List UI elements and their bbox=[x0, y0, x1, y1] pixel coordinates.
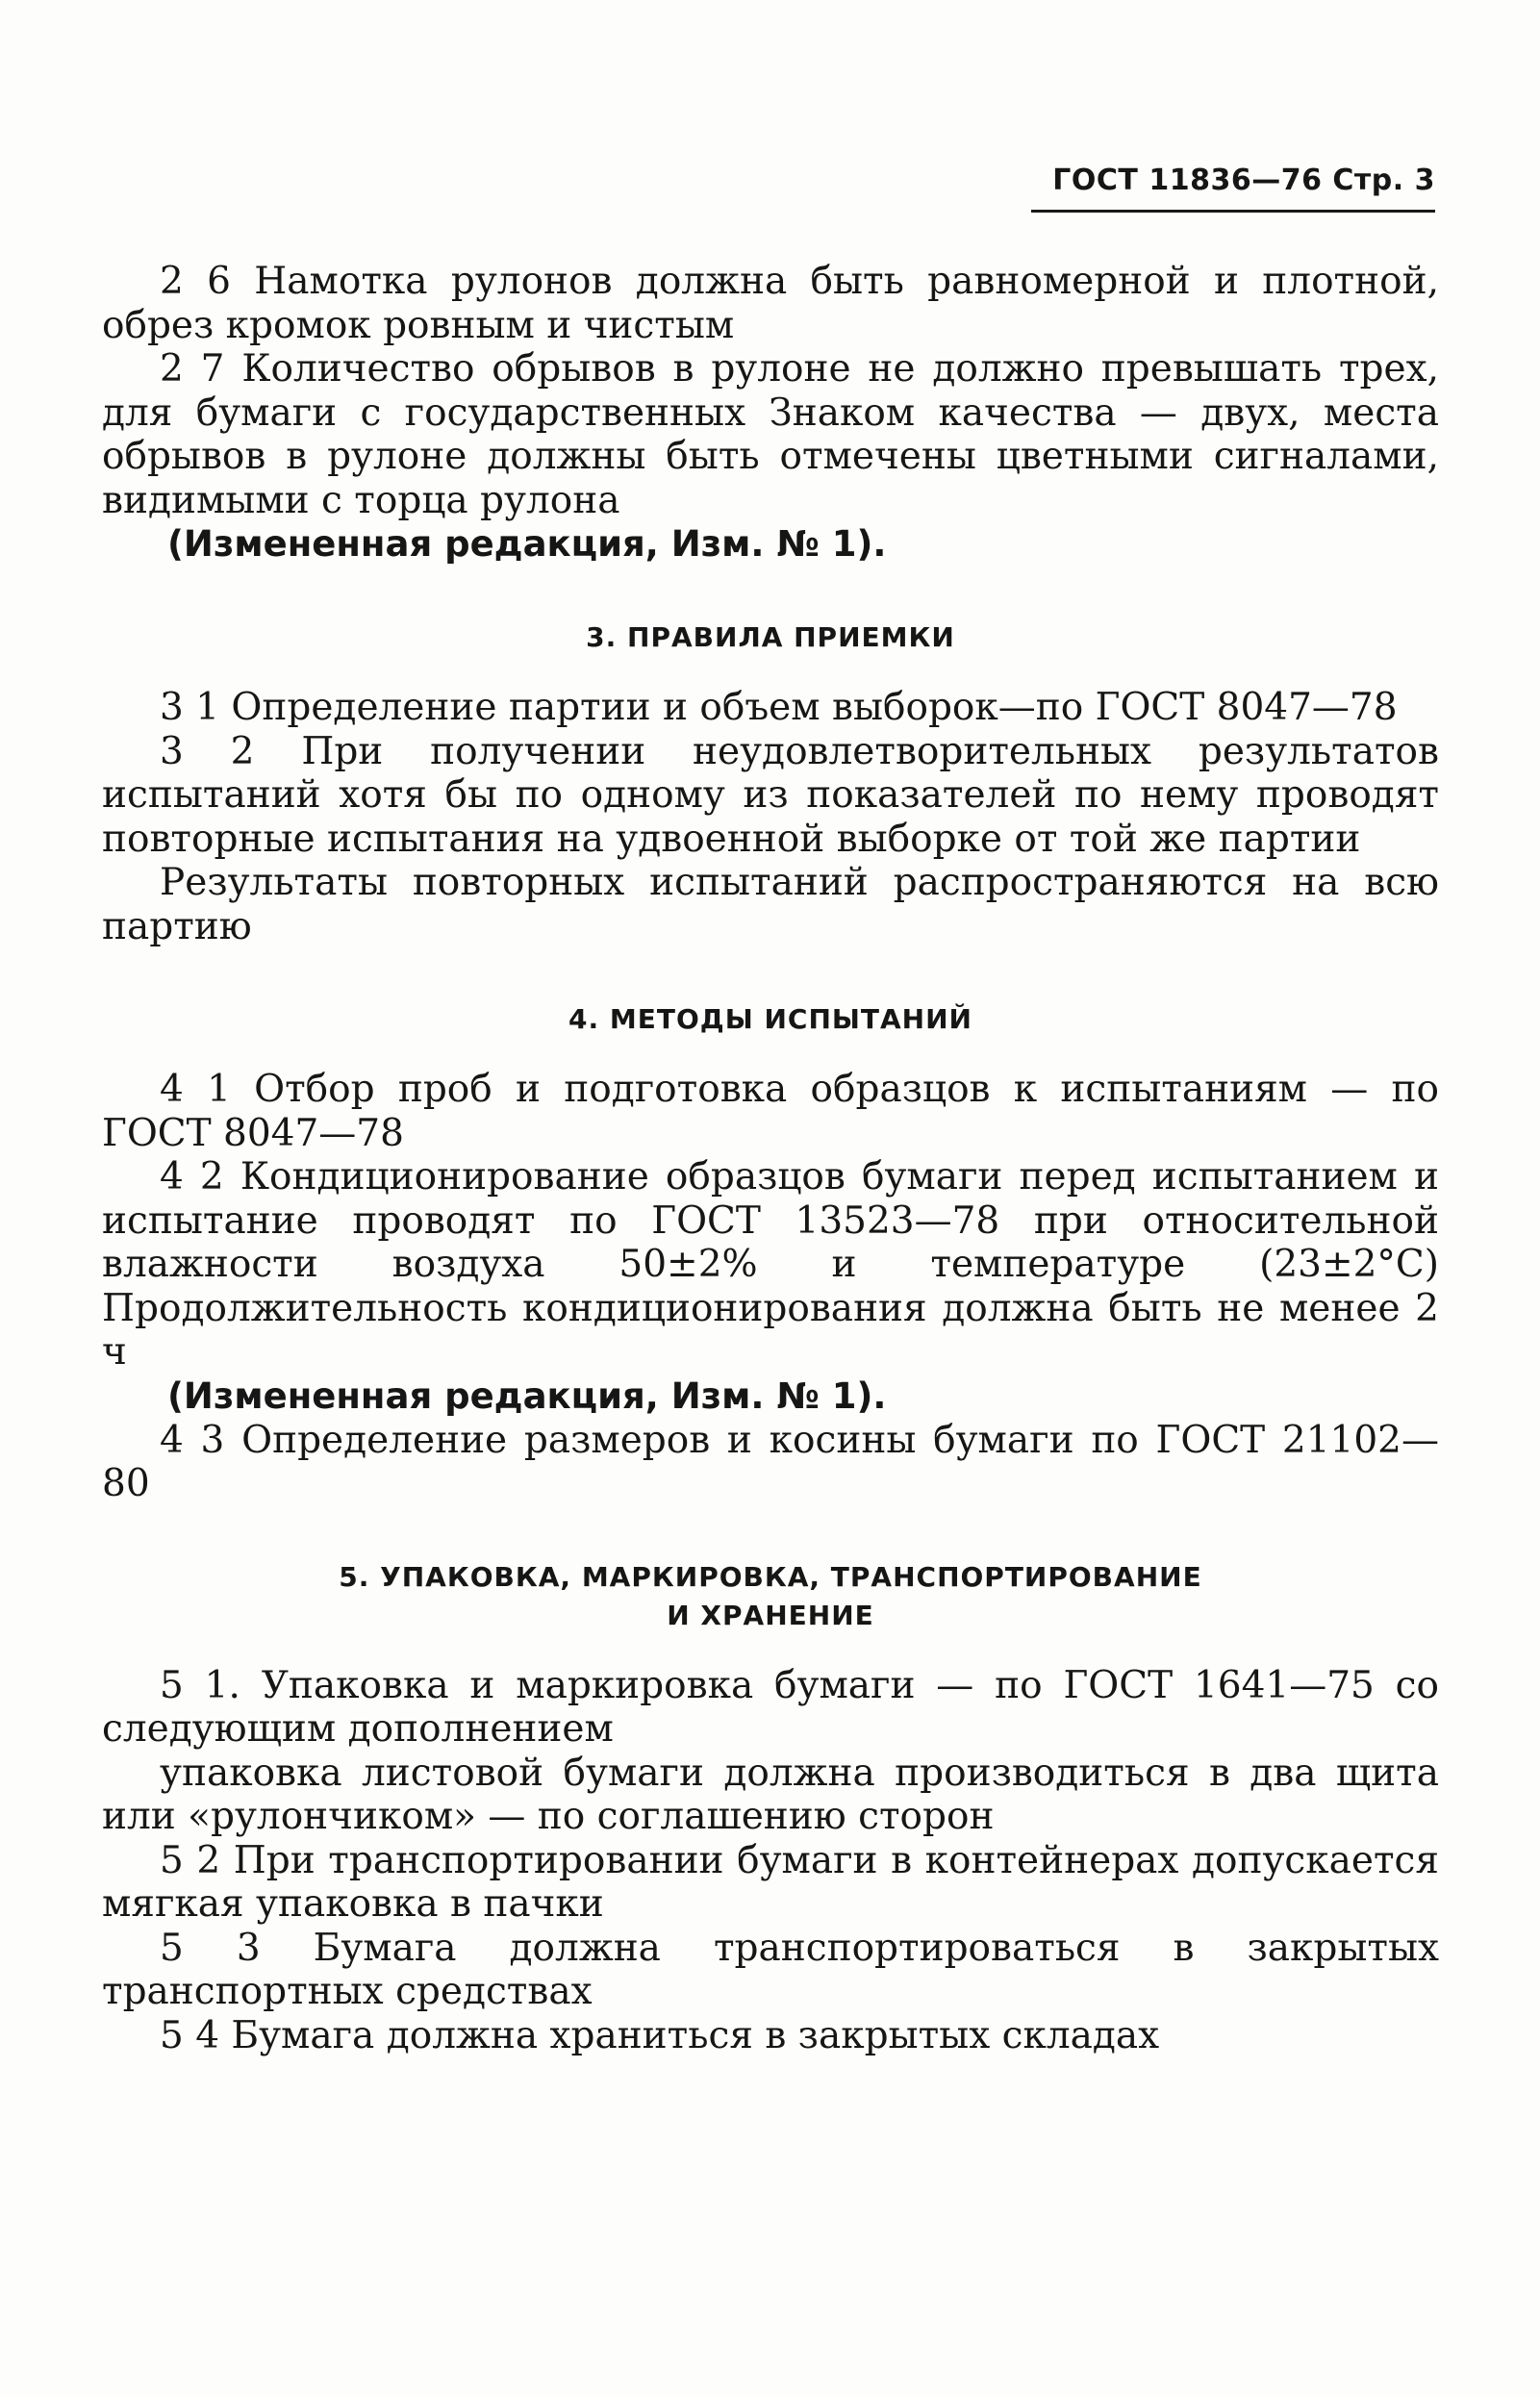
spacer bbox=[102, 1039, 1439, 1068]
section-title-test-methods: 4. МЕТОДЫ ИСПЫТАНИЙ bbox=[568, 1003, 972, 1035]
amendment-note: (Измененная редакция, Изм. № 1). bbox=[167, 1375, 887, 1417]
section-title-packaging-line-1: 5. УПАКОВКА, МАРКИРОВКА, ТРАНСПОРТИРОВАНИЕ bbox=[339, 1560, 1202, 1593]
clause-5-3: 5 3 Бумага должна транспортироваться в закрытых транспортных средствах bbox=[102, 1926, 1439, 2013]
spacer bbox=[102, 1506, 1439, 1558]
clause-4-1: 4 1 Отбор проб и подготовка образцов к испытаниям — по ГОСТ 8047—78 bbox=[102, 1068, 1439, 1155]
clause-5-1-continued: упаковка листовой бумаги должна производиться в два щита или «рулончиком» — по соглашению сторон bbox=[102, 1751, 1439, 1838]
clause-4-2: 4 2 Кондиционирование образцов бумаги перед испытанием и испытание проводят по ГОСТ 13523—78 при относительной влажности воздуха 50±2% и температуре (23±2°С) Продолжительность кондиционирования должна быть не менее 2 ч bbox=[102, 1155, 1439, 1374]
section-title-acceptance: 3. ПРАВИЛА ПРИЕМКИ bbox=[586, 621, 955, 653]
clause-3-2-continued: Результаты повторных испытаний распространяются на всю партию bbox=[102, 861, 1439, 948]
clause-2-7: 2 7 Количество обрывов в рулоне не должно превышать трех, для бумаги с государственных Знаком качества — двух, места обрывов в рулоне должны быть отмечены цветными сигналами, видимыми с торца рулона bbox=[102, 347, 1439, 522]
clause-4-3: 4 3 Определение размеров и косины бумаги по ГОСТ 21102—80 bbox=[102, 1418, 1439, 1505]
clause-2-6: 2 6 Намотка рулонов должна быть равномерной и плотной, обрез кромок ровным и чистым bbox=[102, 260, 1439, 347]
section-title-packaging-line-2: И ХРАНЕНИЕ bbox=[667, 1599, 874, 1631]
clause-5-2: 5 2 При транспортировании бумаги в контейнерах допускается мягкая упаковка в пачки bbox=[102, 1838, 1439, 1926]
clause-5-4: 5 4 Бумага должна храниться в закрытых складах bbox=[160, 2013, 1160, 2057]
amendment-note: (Измененная редакция, Изм. № 1). bbox=[167, 523, 887, 565]
clause-3-1: 3 1 Определение партии и объем выборок—по ГОСТ 8047—78 bbox=[160, 686, 1398, 729]
page-header: ГОСТ 11836—76 Стр. 3 bbox=[1052, 164, 1435, 197]
clause-5-1: 5 1. Упаковка и маркировка бумаги — по ГОСТ 1641—75 со следующим дополнением bbox=[102, 1663, 1439, 1751]
document-body bbox=[102, 260, 1439, 2057]
clause-3-2: 3 2 При получении неудовлетворительных результатов испытаний хотя бы по одному из показателей по нему проводят повторные испытания на удвоенной выборке от той же партии bbox=[102, 729, 1439, 861]
spacer bbox=[102, 567, 1439, 618]
header-rule bbox=[1031, 210, 1435, 213]
spacer bbox=[102, 657, 1439, 686]
spacer bbox=[102, 1635, 1439, 1664]
spacer bbox=[102, 948, 1439, 1000]
